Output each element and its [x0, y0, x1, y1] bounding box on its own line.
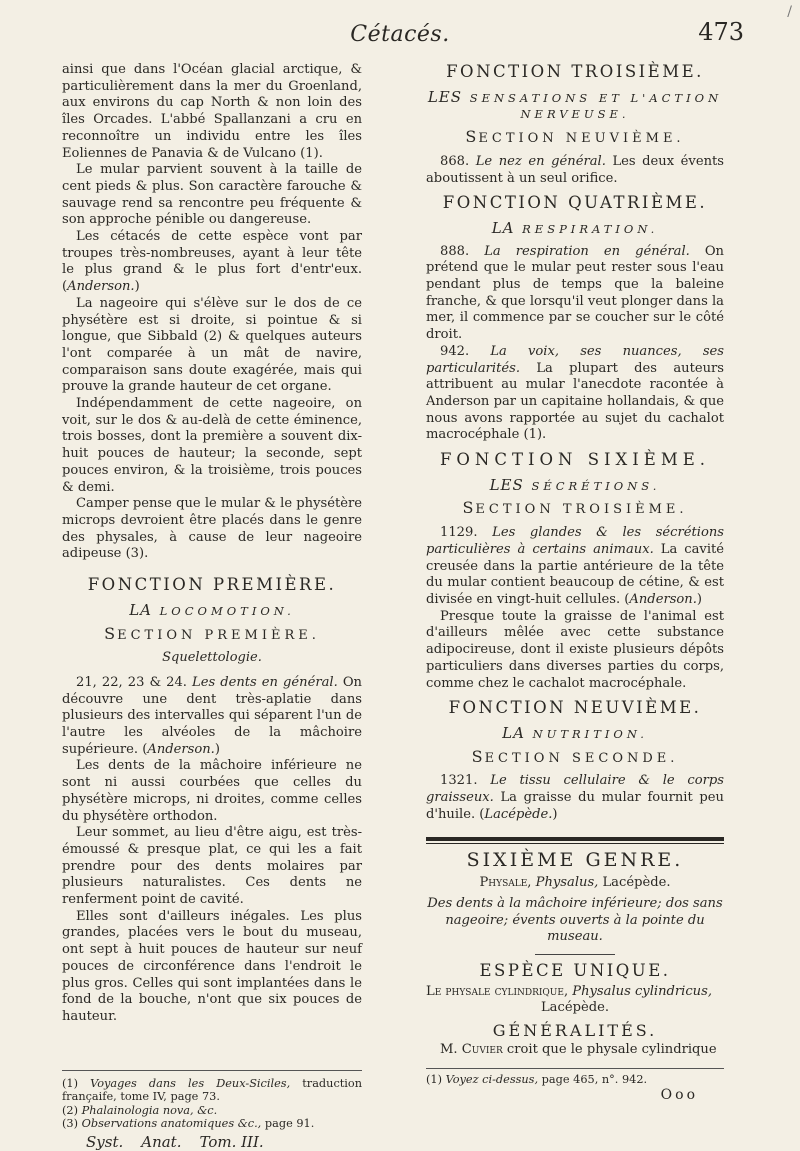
text: ECTION TROISIÈME.	[475, 502, 688, 518]
fonction-heading: FONCTION SIXIÈME.	[439, 450, 711, 470]
text: SENSATIONS ET L'ACTION NERVEUSE.	[469, 90, 723, 122]
paragraph: Les dents de la mâchoire inférieure ne sont ni aussi courbées que celles du physétère microps, ni droites, comme celles du physétère orthodon.	[62, 758, 362, 824]
paragraph: Indépendamment de cette nageoire, on voit, sur le dos & au-delà de cette éminence, trois bosses, dont la première a souvent dix-huit pouces de hauteur; la seconde, sept pouces environ, & la troisième, trois pouces & demi.	[62, 396, 362, 495]
citation: Anderson.	[67, 279, 135, 295]
paragraph	[426, 773, 724, 823]
text: )	[134, 279, 140, 295]
article-number: 1129.	[440, 525, 478, 541]
running-head: Cétacés.	[350, 22, 450, 47]
signature-line	[86, 1134, 362, 1151]
genre-name	[426, 875, 724, 892]
text: S	[465, 127, 479, 147]
text: SÉCRÉTIONS.	[531, 478, 661, 493]
text: Le physale cylindrique,	[426, 983, 569, 999]
genre-description: Des dents à la mâchoire inférieure; dos sans nageoire; évents ouverts à la pointe du museau.	[427, 895, 723, 945]
fonction-heading: FONCTION TROISIÈME.	[446, 62, 704, 81]
footnote	[426, 1073, 724, 1087]
fonction-heading: FONCTION PREMIÈRE.	[87, 575, 337, 595]
text: LOCOMOTION.	[159, 603, 295, 618]
section-heading	[426, 500, 724, 519]
short-divider	[535, 954, 615, 955]
text: (1)	[62, 1076, 79, 1090]
text: M. Cuvier	[440, 1041, 503, 1057]
generalites-heading: GÉNÉRALITÉS.	[492, 1021, 658, 1041]
article-number: 1321.	[440, 773, 478, 789]
text: On découvre une dent très-aplatie dans plusieurs des intervalles qui séparent l'un de l'autre les alvéoles de la mâchoire supérieure. (	[62, 674, 362, 757]
text: Phalainologia nova, &c.	[81, 1103, 218, 1117]
text: ECTION NEUVIÈME.	[478, 131, 685, 147]
text: (1)	[426, 1073, 443, 1087]
citation: Anderson.	[629, 591, 697, 607]
paragraph	[426, 244, 724, 344]
genre-divider-thick	[426, 837, 724, 841]
species-name	[426, 984, 724, 1001]
text: (3)	[62, 1117, 79, 1131]
paragraph: Leur sommet, au lieu d'être aigu, est très-émoussé & presque plat, ce qui les a fait prendre pour des dents molaires par plusieurs naturalistes. Ces dents ne renferment point de cavité.	[62, 825, 362, 908]
fonction-subheading	[426, 725, 724, 743]
footnote	[62, 1117, 362, 1131]
text: page 91.	[261, 1117, 315, 1131]
espece-heading: ESPÈCE UNIQUE.	[479, 960, 671, 980]
genre-heading: SIXIÈME GENRE.	[466, 849, 684, 872]
paragraph	[426, 1042, 724, 1059]
fonction-subheading	[426, 89, 724, 123]
right-column	[426, 62, 724, 1104]
paragraph: Elles sont d'ailleurs inégales. Les plus grandes, placées vers le bout du museau, ont sept à huit pouces de hauteur sur neuf pouces de circonférence dans l'endroit le plus gros. Celles qui sont implantées dans le fond de la bouche, n'ont que six pouces de hauteur.	[62, 908, 362, 1024]
text: La cavité creusée dans la partie antérieure de la tête du mular contient beaucoup de cétine, & est divisée en vingt-huit cellules. (	[426, 541, 725, 607]
text: Physalus,	[535, 875, 599, 891]
text: )	[696, 591, 703, 607]
fonction-heading: FONCTION NEUVIÈME.	[448, 698, 702, 718]
text: Observations anatomiques &c.,	[81, 1117, 262, 1131]
footnote-divider	[426, 1068, 724, 1069]
paragraph	[426, 525, 724, 609]
signature-mark: Ooo	[660, 1086, 698, 1103]
text: LES	[489, 475, 524, 494]
fonction-subheading	[62, 602, 362, 620]
text: La graisse du mular fournit peu d'huile. (	[426, 790, 724, 822]
citation: Anderson.	[147, 741, 215, 757]
text: LA	[491, 218, 515, 237]
text: (2)	[62, 1103, 79, 1117]
paragraph	[426, 344, 724, 444]
article-number: 942.	[440, 343, 470, 359]
citation: Lacépède.	[484, 806, 553, 822]
text: Physale,	[479, 875, 532, 891]
text: Les cétacés de cette espèce vont par troupes très-nombreuses, ayant à leur tête le plus grand & le plus fort d'entr'eux. (	[62, 229, 362, 295]
text: Lacépède.	[598, 875, 671, 891]
paragraph: La nageoire qui s'élève sur le dos de ce physétère est si droite, si pointue & si longue, que Sibbald (2) & quelques auteurs l'ont comparée à un mât de navire, comparaison sans doute exagérée, mais qui prouve la grande hauteur de cet organe.	[62, 295, 362, 395]
paragraph	[62, 229, 362, 296]
text: Syst.	[86, 1132, 124, 1151]
text: S	[462, 498, 476, 518]
footnotes	[426, 1073, 724, 1087]
text: )	[214, 741, 220, 757]
article-number: 888.	[440, 243, 470, 259]
text: )	[552, 806, 558, 822]
paragraph: ainsi que dans l'Océan glacial arctique, & particulièrement dans la mer du Groenland, aux environs du cap North & non loin des îles Orcades. L'abbé Spallanzani a cru en reconnoître un individu entre les îles Eoliennes de Panavia & de Vulcano (1).	[62, 62, 362, 161]
paragraph: Presque toute la graisse de l'animal est d'ailleurs mêlée avec cette substance adipocireuse, dont il existe plusieurs dépôts particuliers dans diverses parties du corps, comme chez le cachalot macrocéphale.	[426, 608, 724, 691]
text: Physalus cylindricus,	[572, 983, 712, 999]
text: La plupart des auteurs attribuent au mular l'anecdote racontée à Anderson par un capitaine hollandais, & que nous avons rapportée au sujet du cachalot macrocéphale (1).	[426, 360, 724, 443]
article-number: 21, 22, 23 & 24.	[76, 674, 187, 690]
text: NUTRITION.	[532, 726, 648, 741]
article-title: Les glandes & les sécrétions particulières à certains animaux.	[426, 525, 725, 557]
text: On prétend que le mular peut rester sous l'eau pendant plus de temps que la baleine franche, & que lorsqu'il veut plonger dans la mer, il commence par se coucher sur le côté droit.	[426, 243, 724, 343]
article-title: La respiration en général.	[484, 243, 690, 259]
subsection-heading: Squelettologie.	[162, 650, 262, 666]
article-title: La voix, ses nuances, ses particularités.	[426, 343, 725, 376]
text: Les deux évents aboutissent à un seul orifice.	[426, 153, 724, 186]
page-number: 473	[698, 18, 744, 46]
text: page 465, n°. 942.	[538, 1073, 648, 1087]
section-heading	[426, 129, 724, 148]
article-title: Les dents en général.	[192, 674, 338, 690]
text: LES	[427, 87, 463, 106]
section-heading	[62, 623, 362, 645]
footnotes	[62, 1077, 362, 1131]
fonction-heading: FONCTION QUATRIÈME.	[442, 193, 708, 213]
corner-pencil-mark: /	[787, 4, 792, 20]
text: Tom. III.	[199, 1132, 264, 1151]
text: traduction françaife, tome IV, page 73.	[62, 1076, 362, 1104]
footnote	[62, 1104, 362, 1118]
text: LA	[129, 600, 152, 619]
text: ECTION PREMIÈRE.	[117, 627, 320, 643]
left-column	[62, 62, 362, 1150]
article-title: Le nez en général.	[475, 153, 606, 169]
section-heading	[426, 746, 724, 768]
text: Voyages dans les Deux-Siciles,	[90, 1076, 291, 1090]
fonction-subheading	[426, 477, 724, 495]
species-author: Lacépède.	[540, 1000, 609, 1016]
paragraph: Camper pense que le mular & le physétère microps devroient être placés dans le genre des physales, à cause de leur nageoire adipeuse (3).	[62, 496, 362, 562]
paragraph: Le mular parvient souvent à la taille de cent pieds & plus. Son caractère farouche & sauvage rend sa rencontre peu fréquente & son approche pénible ou dangereuse.	[62, 162, 362, 228]
text: Voyez ci-dessus,	[445, 1073, 539, 1087]
text: S	[471, 746, 485, 766]
footnote-divider	[62, 1070, 362, 1071]
text: RESPIRATION.	[522, 221, 659, 236]
text: ECTION SECONDE.	[484, 750, 679, 766]
paragraph	[426, 154, 724, 187]
text: Anat.	[141, 1132, 182, 1151]
genre-divider-thin	[426, 843, 724, 844]
article-number: 868.	[440, 153, 470, 169]
paragraph	[62, 675, 362, 759]
text: croit que le physale cylindrique	[502, 1041, 717, 1057]
text: LA	[502, 723, 525, 742]
fonction-subheading	[426, 220, 724, 238]
text: S	[104, 623, 118, 643]
article-title: Le tissu cellulaire & le corps graisseux.	[426, 773, 724, 806]
